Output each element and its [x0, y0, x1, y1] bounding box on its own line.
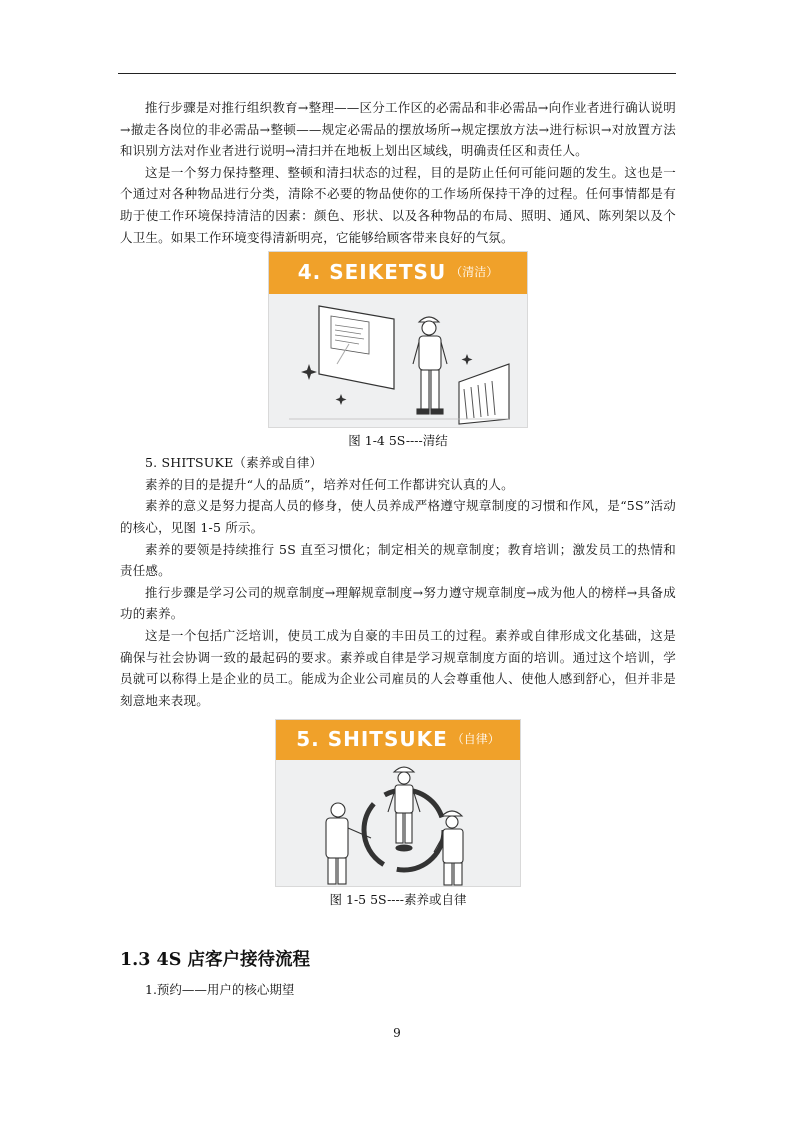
banner-title: 4. SEIKETSU: [297, 260, 447, 285]
section-item: 1.预约——用户的核心期望: [145, 982, 295, 998]
shitsuke-drawing: [276, 760, 520, 886]
page-number: 9: [393, 1026, 401, 1040]
worker-figure: [388, 767, 420, 851]
banner-subtitle: （自律）: [451, 732, 500, 747]
shitsuke-illustration: [275, 719, 521, 887]
paragraph: 这是一个包括广泛培训，使员工成为自豪的丰田员工的过程。素养或自律形成文化基础，这是确保与社会协调一致的最起码的要求。素养或自律是学习规章制度方面的培训。通过这个培训，学员就可以称得上是企业的员工。能成为企业公司雇员的人会尊重他人、使他人感到舒心，但并非是刻意地来表现。: [120, 627, 676, 708]
figure-caption: 图 1-5 5S----素养或自律: [329, 892, 467, 908]
header-rule: [118, 73, 676, 74]
paragraph: 素养的意义是努力提高人员的修身，使人员养成严格遵守规章制度的习惯和作风，是“5S”活动的核心，见图 1-5 所示。: [120, 498, 676, 535]
paragraph: 5. SHITSUKE（素养或自律）: [145, 455, 323, 471]
worker-figure: [413, 317, 447, 414]
paragraph: 这是一个努力保持整理、整顿和清扫状态的过程，目的是防止任何可能问题的发生。这也是一个通过对各种物品进行分类，清除不必要的物品使你的工作场所保持干净的过程。任何事情都是有助于使工作环境保持清洁的因素：颜色、形状、以及各种物品的布局、照明、通风、陈列架以及个人卫生。如果工作环境变得清新明亮，它能够给顾客带来良好的气氛。: [120, 164, 676, 245]
figure-shitsuke: [120, 719, 676, 909]
figure-banner: [276, 720, 520, 760]
banner-subtitle: （清洁）: [450, 265, 499, 280]
paragraph: 推行步骤是对推行组织教育→整理——区分工作区的必需品和非必需品→向作业者进行确认说明→撤走各岗位的非必需品→整顿——规定必需品的摆放场所→规定摆放方法→进行标识→对放置方法和识别方法对作业者进行说明→清扫并在地板上划出区域线，明确责任区和责任人。: [120, 100, 676, 159]
page-content: [120, 97, 676, 1001]
paragraph: 素养的要领是持续推行 5S 直至习惯化；制定相关的规章制度；教育培训；激发员工的热情和责任感。: [120, 541, 676, 579]
notice-board: [319, 306, 394, 389]
figure-seiketsu: [120, 251, 676, 450]
paragraph: 推行步骤是学习公司的规章制度→理解规章制度→努力遵守规章制度→成为他人的榜样→具备成功的素养。: [120, 584, 676, 622]
paragraph: 素养的目的是提升“人的品质”，培养对任何工作都讲究认真的人。: [145, 476, 514, 492]
figure-banner: [269, 252, 527, 294]
seiketsu-illustration: [268, 251, 528, 428]
seiketsu-drawing: [269, 294, 527, 427]
banner-title: 5. SHITSUKE: [296, 727, 448, 752]
figure-caption: 图 1-4 5S----清结: [348, 433, 448, 449]
section-title: 1.3 4S 店客户接待流程: [120, 950, 310, 971]
